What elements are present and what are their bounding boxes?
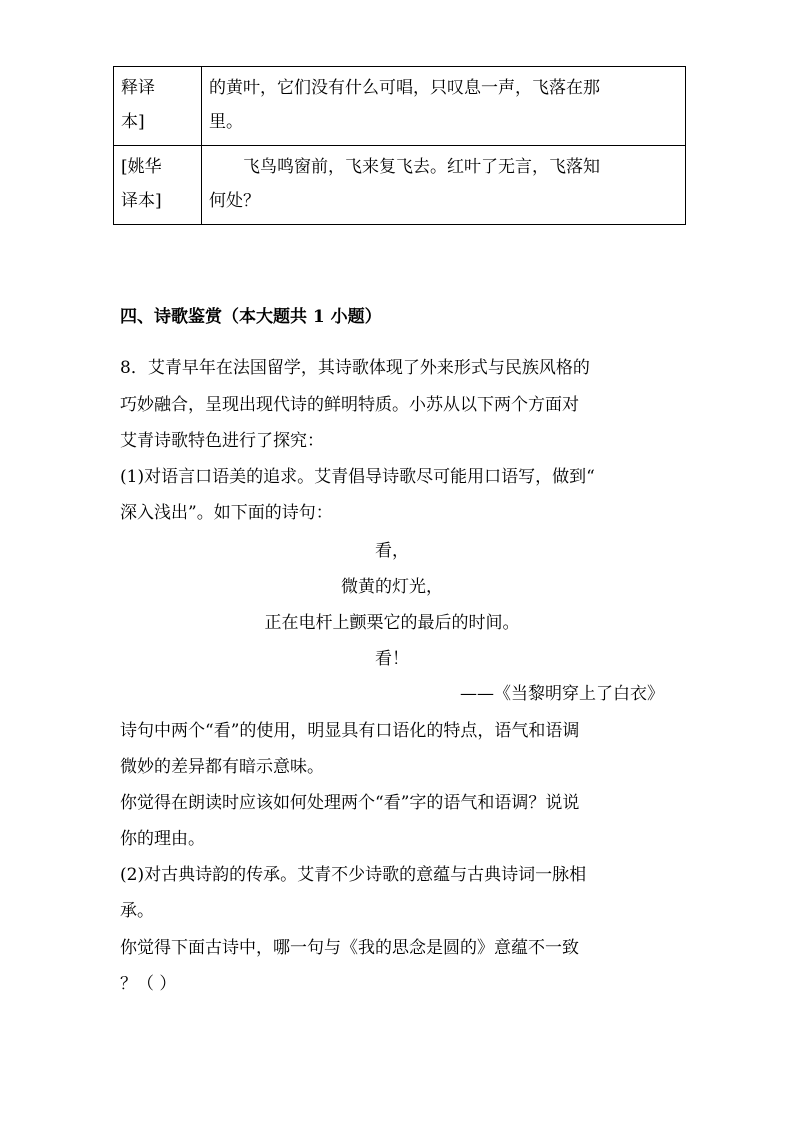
answer-blank-line: ？（ ） <box>120 974 177 994</box>
analysis-line: 你觉得在朗读时应该如何处理两个“看”字的语气和语调？说说 <box>120 793 580 813</box>
part1-line: 深入浅出”。如下面的诗句： <box>120 503 333 523</box>
label-line: 释译 <box>121 78 155 98</box>
table-row <box>114 146 686 225</box>
poem-source: ——《当黎明穿上了白衣》 <box>460 684 664 704</box>
analysis-line: 诗句中两个“看”的使用，明显具有口语化的特点，语气和语调 <box>120 721 580 741</box>
poem-line: 看！ <box>375 649 409 669</box>
translation-line: 何处？ <box>209 191 260 211</box>
table-row <box>114 67 686 146</box>
part1-line: (1)对语言口语美的追求。艾青倡导诗歌尽可能用口语写，做到“ <box>120 467 595 487</box>
translator-label-cell <box>114 67 202 146</box>
part2-line: 承。 <box>120 901 154 921</box>
translation-line: 的黄叶，它们没有什么可唱，只叹息一声，飞落在那 <box>209 78 600 98</box>
analysis-line: 微妙的差异都有暗示意味。 <box>120 757 324 777</box>
question-intro-line: 8．艾青早年在法国留学，其诗歌体现了外来形式与民族风格的 <box>120 358 590 378</box>
question-intro-line: 巧妙融合，呈现出现代诗的鲜明特质。小苏从以下两个方面对 <box>120 395 579 415</box>
section-heading: 四、诗歌鉴赏（本大题共 1 小题） <box>120 307 382 327</box>
label-line: 译本] <box>121 191 162 211</box>
part2-line: (2)对古典诗韵的传承。艾青不少诗歌的意蕴与古典诗词一脉相 <box>120 865 587 885</box>
part2-line: 你觉得下面古诗中，哪一句与《我的思念是圆的》意蕴不一致 <box>120 938 579 958</box>
analysis-line: 你的理由。 <box>120 829 205 849</box>
translator-label-cell <box>114 146 202 225</box>
poem-line: 微黄的灯光， <box>341 577 443 597</box>
question-intro-line: 艾青诗歌特色进行了探究： <box>120 431 324 451</box>
translation-table <box>113 66 686 225</box>
label-line: 本] <box>121 112 145 132</box>
translation-text-cell <box>202 146 686 225</box>
poem-line: 正在电杆上颤栗它的最后的时间。 <box>264 613 520 633</box>
translation-line: 飞鸟鸣窗前，飞来复飞去。红叶了无言，飞落知 <box>243 157 600 177</box>
translation-text-cell <box>202 67 686 146</box>
poem-line: 看， <box>375 541 409 561</box>
translation-line: 里。 <box>209 112 243 132</box>
label-line: [姚华 <box>121 157 162 177</box>
